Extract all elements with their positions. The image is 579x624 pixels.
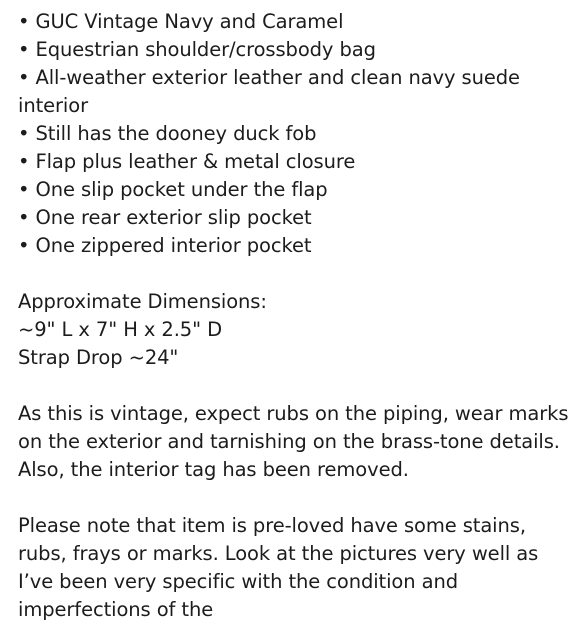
feature-list <box>18 8 573 260</box>
feature-item-style: • Equestrian shoulder/crossbody bag <box>18 38 376 61</box>
feature-item-slip-pocket: • One slip pocket under the flap <box>18 178 328 201</box>
feature-item-material: • All-weather exterior leather and clean navy suede interior <box>18 66 520 117</box>
disclaimer: Please note that item is pre-loved have some stains, rubs, frays or marks. Look at the pictures very well as I’ve been very specific with the condition and imperfections of the <box>18 514 539 621</box>
spacer <box>18 372 573 400</box>
listing-description <box>18 8 573 624</box>
spacer <box>18 260 573 288</box>
dimensions-heading: Approximate Dimensions: <box>18 290 267 313</box>
feature-item-rear-pocket: • One rear exterior slip pocket <box>18 206 312 229</box>
feature-item-condition: • GUC Vintage Navy and Caramel <box>18 10 344 33</box>
feature-item-fob: • Still has the dooney duck fob <box>18 122 317 145</box>
condition-note: As this is vintage, expect rubs on the piping, wear marks on the exterior and tarnishing on the brass-tone details. Also, the interior tag has been removed. <box>18 402 569 481</box>
strap-drop: Strap Drop ~24" <box>18 346 179 369</box>
spacer <box>18 484 573 512</box>
dimensions-block <box>18 288 573 372</box>
feature-item-zip-pocket: • One zippered interior pocket <box>18 234 312 257</box>
dimensions-size: ~9" L x 7" H x 2.5" D <box>18 318 222 341</box>
feature-item-closure: • Flap plus leather & metal closure <box>18 150 356 173</box>
